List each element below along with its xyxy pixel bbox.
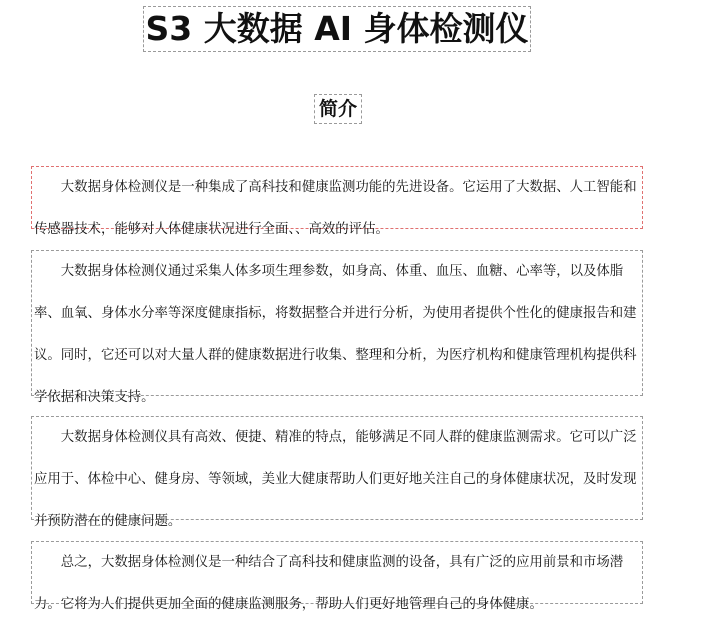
- paragraph-summary: 总之，大数据身体检测仪是一种结合了高科技和健康监测的设备，具有广泛的应用前景和市场潜力。它将为人们提供更加全面的健康监测服务，帮助人们更好地管理自己的身体健康。: [31, 541, 643, 604]
- section-heading: 简介: [314, 94, 362, 124]
- paragraph-advantages: 大数据身体检测仪具有高效、便捷、精准的特点，能够满足不同人群的健康监测需求。它可以广泛应用于、体检中心、健身房、等领域，美业大健康帮助人们更好地关注自己的身体健康状况，及时发现并预防潜在的健康问题。: [31, 416, 643, 520]
- paragraph-intro: 大数据身体检测仪是一种集成了高科技和健康监测功能的先进设备。它运用了大数据、人工智能和传感器技术，能够对人体健康状况进行全面、、高效的评估。: [31, 166, 643, 229]
- page-title: S3 大数据 AI 身体检测仪: [143, 6, 531, 52]
- paragraph-features: 大数据身体检测仪通过采集人体多项生理参数，如身高、体重、血压、血糖、心率等，以及体脂率、血氧、身体水分率等深度健康指标，将数据整合并进行分析，为使用者提供个性化的健康报告和建议。同时，它还可以对大量人群的健康数据进行收集、整理和分析，为医疗机构和健康管理机构提供科学依据和决策支持。: [31, 250, 643, 396]
